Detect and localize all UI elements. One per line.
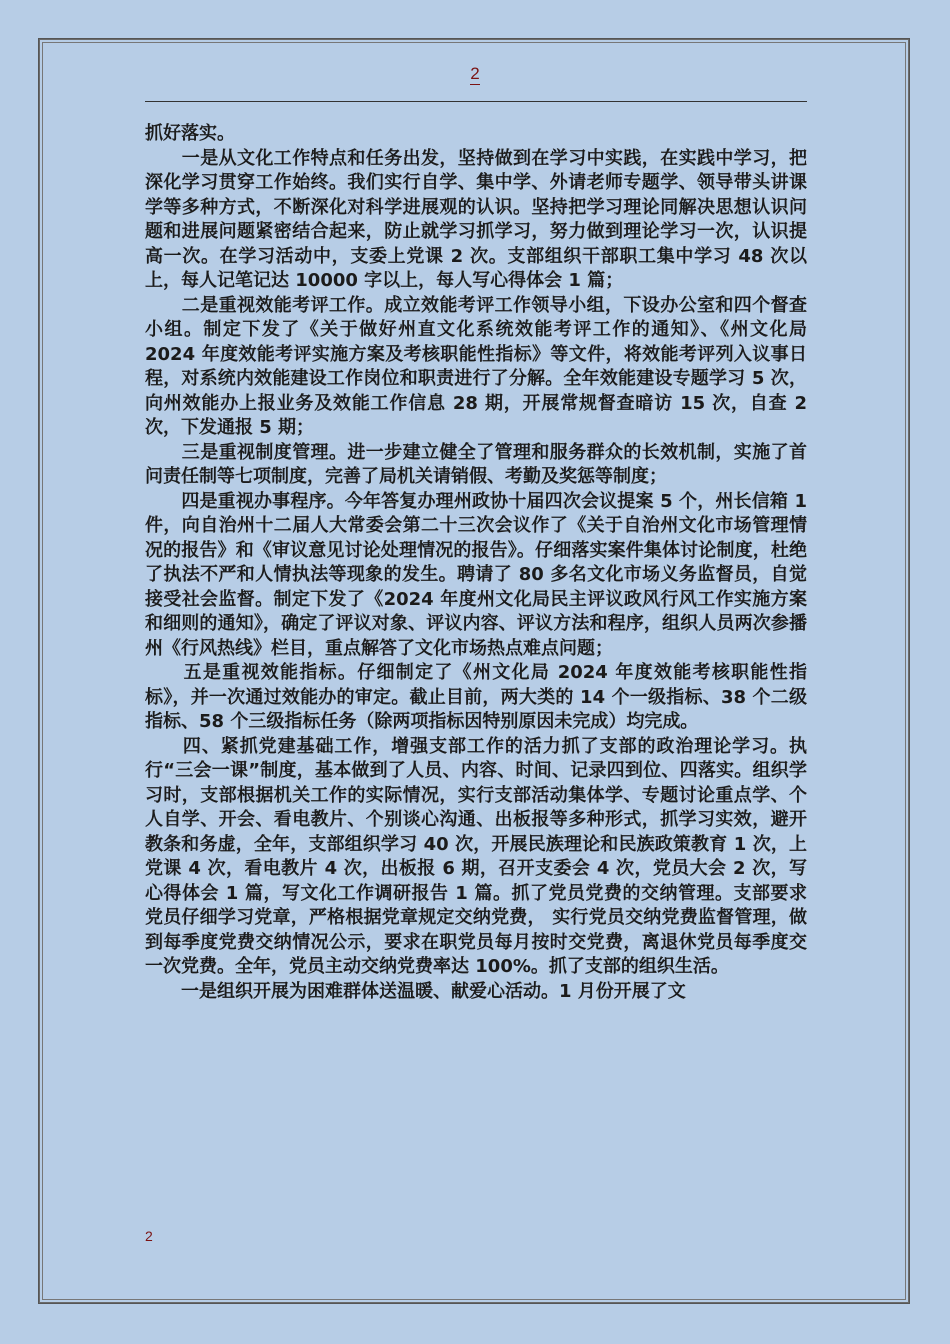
paragraph: 抓好落实。 [145, 123, 235, 144]
document-body [145, 122, 814, 1004]
paragraph: 四、紧抓党建基础工作，增强支部工作的活力抓了支部的政治理论学习。执行“三会一课”制度，基本做到了人员、内容、时间、记录四到位、四落实。组织学习时，支部根据机关工作的实际情况，实行支部活动集体学、专题讨论重点学、个人自学、开会、看电教片、个别谈心沟通、出板报等多种形式，抓学习实效，避开教条和务虚，全年，支部组织学习 40 次，开展民族理论和民族政策教育 1 次，上党课 4 次，看电教片 4 次，出板报 6 期，召开支委会 4 次，党员大会 2 次，写心得体会 1 篇，写文化工作调研报告 1 篇。抓了党员党费的交纳管理。支部要求党员仔细学习党章，严格根据党章规定交纳党费， 实行党员交纳党费监督管理，做到每季度党费交纳情况公示，要求在职党员每月按时交党费，离退休党员每季度交一次党费。全年，党员主动交纳党费率达 100%。抓了支部的组织生活。 [145, 735, 807, 977]
paragraph: 一是组织开展为困难群体送温暖、献爱心活动。1 月份开展了文 [145, 980, 686, 1002]
paragraph: 三是重视制度管理。进一步建立健全了管理和服务群众的长效机制，实施了首问责任制等七项制度，完善了局机关请销假、考勤及奖惩等制度； [145, 441, 807, 487]
paragraph: 二是重视效能考评工作。成立效能考评工作领导小组，下设办公室和四个督查小组。制定下发了《关于做好州直文化系统效能考评工作的通知》、《州文化局 2024 年度效能考评实施方案及考核职能性指标》等文件，将效能考评列入议事日程，对系统内效能建设工作岗位和职责进行了分解。全年效能建设专题学习 5 次，向州效能办上报业务及效能工作信息 28 期，开展常规督查暗访 15 次，自查 2 次，下发通报 5 期； [145, 294, 814, 438]
paragraph: 四是重视办事程序。今年答复办理州政协十届四次会议提案 5 个，州长信箱 1 件，向自治州十二届人大常委会第二十三次会议作了《关于自治州文化市场管理情况的报告》和《审议意见讨论处理情况的报告》。仔细落实案件集体讨论制度，杜绝了执法不严和人情执法等现象的发生。聘请了 80 多名文化市场义务监督员，自觉接受社会监督。制定下发了《2024 年度州文化局民主评议政风行风工作实施方案和细则的通知》，确定了评议对象、评议内容、评议方法和程序，组织人员两次参播州《行风热线》栏目，重点解答了文化市场热点难点问题； [145, 490, 814, 659]
header-page-number-text: 2 [470, 64, 480, 83]
header-page-number [0, 64, 950, 84]
paragraph: 一是从文化工作特点和任务出发，坚持做到在学习中实践，在实践中学习，把深化学习贯穿工作始终。我们实行自学、集中学、外请老师专题学、领导带头讲课学等多种方式，不断深化对科学进展观的认识。坚持把学习理论同解决思想认识问题和进展问题紧密结合起来，防止就学习抓学习，努力做到理论学习一次，认识提高一次。在学习活动中，支委上党课 2 次。支部组织干部职工集中学习 48 次以上，每人记笔记达 10000 字以上，每人写心得体会 1 篇； [145, 147, 807, 291]
footer-page-number: 2 [145, 1228, 153, 1244]
paragraph: 五是重视效能指标。仔细制定了《州文化局 2024 年度效能考核职能性指标》，并一次通过效能办的审定。截止目前，两大类的 14 个一级指标、38 个二级指标、58 个三级指标任务（除两项指标因特别原因未完成）均完成。 [145, 662, 807, 732]
header-divider [145, 101, 807, 102]
